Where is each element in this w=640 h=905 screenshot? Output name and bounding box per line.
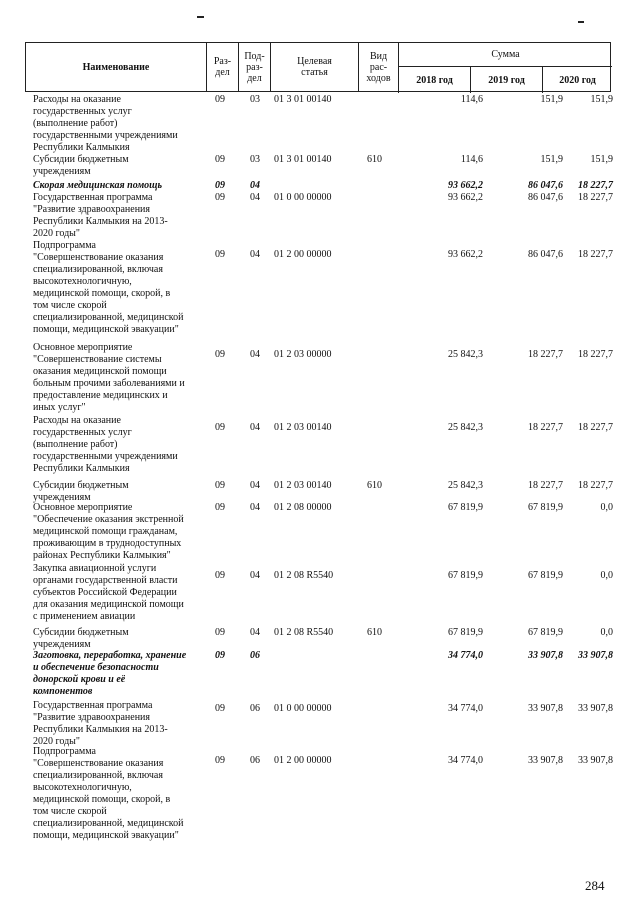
row-sum-2018: 67 819,9 — [448, 627, 483, 638]
row-name: Основное мероприятие "Обеспечение оказания экстренной медицинской помощи гражданам, проживающим в труднодоступных районах Республики Калмыкия" — [33, 502, 184, 561]
row-sum-2018: 67 819,9 — [448, 570, 483, 581]
row-razdel: 09 — [215, 650, 225, 661]
header-vid: Вид рас- ходов — [358, 43, 398, 91]
row-sum-2020: 0,0 — [600, 570, 613, 581]
row-podrazdel: 04 — [250, 349, 260, 360]
row-sum-2019: 33 907,8 — [528, 650, 563, 661]
row-sum-2020: 0,0 — [600, 627, 613, 638]
row-target: 01 2 03 00140 — [274, 422, 332, 433]
header-razdel: Раз- дел — [206, 43, 238, 91]
row-vid: 610 — [367, 627, 382, 638]
row-name: Скорая медицинская помощь — [33, 180, 163, 191]
row-razdel: 09 — [215, 94, 225, 105]
row-sum-2020: 33 907,8 — [578, 650, 613, 661]
row-sum-2018: 93 662,2 — [448, 180, 483, 191]
row-podrazdel: 04 — [250, 192, 260, 203]
row-podrazdel: 06 — [250, 650, 260, 661]
row-sum-2020: 151,9 — [590, 94, 613, 105]
header-year-2019: 2019 год — [470, 67, 542, 93]
row-target: 01 2 00 00000 — [274, 755, 332, 766]
row-razdel: 09 — [215, 154, 225, 165]
row-sum-2019: 33 907,8 — [528, 755, 563, 766]
row-sum-2019: 151,9 — [540, 154, 563, 165]
header-podrazdel: Под- раз- дел — [238, 43, 270, 91]
row-razdel: 09 — [215, 422, 225, 433]
row-podrazdel: 04 — [250, 422, 260, 433]
row-razdel: 09 — [215, 349, 225, 360]
row-podrazdel: 04 — [250, 570, 260, 581]
row-vid: 610 — [367, 154, 382, 165]
row-sum-2019: 151,9 — [540, 94, 563, 105]
row-sum-2018: 114,6 — [460, 94, 483, 105]
row-razdel: 09 — [215, 627, 225, 638]
row-podrazdel: 06 — [250, 755, 260, 766]
row-vid: 610 — [367, 480, 382, 491]
row-sum-2020: 33 907,8 — [578, 755, 613, 766]
row-target: 01 0 00 00000 — [274, 192, 332, 203]
row-sum-2019: 18 227,7 — [528, 480, 563, 491]
row-sum-2018: 25 842,3 — [448, 422, 483, 433]
row-podrazdel: 04 — [250, 627, 260, 638]
row-target: 01 2 03 00000 — [274, 349, 332, 360]
row-sum-2018: 67 819,9 — [448, 502, 483, 513]
row-podrazdel: 04 — [250, 502, 260, 513]
row-target: 01 2 08 R5540 — [274, 570, 334, 581]
row-sum-2020: 33 907,8 — [578, 703, 613, 714]
row-sum-2019: 33 907,8 — [528, 703, 563, 714]
row-sum-2019: 67 819,9 — [528, 627, 563, 638]
row-target: 01 2 08 00000 — [274, 502, 332, 513]
row-target: 01 0 00 00000 — [274, 703, 332, 714]
row-name: Расходы на оказание государственных услуг (выполнение работ) государственными учреждениями Республики Калмыкия — [33, 94, 178, 153]
scan-mark — [197, 16, 204, 18]
row-name: Государственная программа "Развитие здравоохранения Республики Калмыкия на 2013- 2020 годы" — [33, 700, 168, 747]
row-sum-2019: 86 047,6 — [528, 180, 563, 191]
row-razdel: 09 — [215, 480, 225, 491]
row-razdel: 09 — [215, 570, 225, 581]
row-sum-2020: 18 227,7 — [578, 180, 613, 191]
row-sum-2020: 18 227,7 — [578, 480, 613, 491]
row-razdel: 09 — [215, 703, 225, 714]
row-target: 01 3 01 00140 — [274, 154, 332, 165]
row-target: 01 2 03 00140 — [274, 480, 332, 491]
row-target: 01 2 08 R5540 — [274, 627, 334, 638]
row-name: Закупка авиационной услуги органами государственной власти субъектов Российской Федерации для оказания медицинской помощи с применением авиации — [33, 563, 184, 622]
row-razdel: 09 — [215, 502, 225, 513]
row-target: 01 3 01 00140 — [274, 94, 332, 105]
header-year-2020: 2020 год — [542, 67, 612, 93]
header-sum: Сумма — [398, 43, 612, 67]
row-podrazdel: 03 — [250, 154, 260, 165]
row-sum-2020: 18 227,7 — [578, 192, 613, 203]
row-sum-2018: 93 662,2 — [448, 192, 483, 203]
row-sum-2020: 151,9 — [590, 154, 613, 165]
row-sum-2020: 18 227,7 — [578, 349, 613, 360]
row-sum-2020: 0,0 — [600, 502, 613, 513]
row-name: Субсидии бюджетным учреждениям — [33, 480, 129, 503]
header-year-2018: 2018 год — [398, 67, 470, 93]
row-name: Субсидии бюджетным учреждениям — [33, 154, 129, 177]
row-podrazdel: 06 — [250, 703, 260, 714]
row-sum-2018: 34 774,0 — [448, 703, 483, 714]
row-podrazdel: 04 — [250, 249, 260, 260]
row-razdel: 09 — [215, 755, 225, 766]
row-sum-2020: 18 227,7 — [578, 249, 613, 260]
row-sum-2018: 25 842,3 — [448, 349, 483, 360]
header-target: Целевая статья — [270, 43, 358, 91]
row-sum-2019: 18 227,7 — [528, 422, 563, 433]
row-sum-2018: 25 842,3 — [448, 480, 483, 491]
row-sum-2018: 93 662,2 — [448, 249, 483, 260]
row-podrazdel: 03 — [250, 94, 260, 105]
row-razdel: 09 — [215, 180, 225, 191]
header-name: Наименование — [82, 61, 150, 73]
row-sum-2020: 18 227,7 — [578, 422, 613, 433]
row-razdel: 09 — [215, 249, 225, 260]
row-name: Подпрограмма "Совершенствование оказания специализированной, включая высокотехнологичную, медицинской помощи, скорой, в том числе скорой специализированной, медицинской помощи, медицинской эвакуации" — [33, 746, 184, 841]
row-name: Основное мероприятие "Совершенствование системы оказания медицинской помощи больным прочими заболеваниями и предоставление медицинских и иных услуг" — [33, 342, 185, 413]
row-name: Расходы на оказание государственных услуг (выполнение работ) государственными учреждениями Республики Калмыкия — [33, 415, 178, 474]
row-sum-2018: 114,6 — [460, 154, 483, 165]
table-header — [25, 42, 611, 92]
row-podrazdel: 04 — [250, 480, 260, 491]
row-sum-2019: 18 227,7 — [528, 349, 563, 360]
row-razdel: 09 — [215, 192, 225, 203]
row-name: Заготовка, переработка, хранение и обеспечение безопасности донорской крови и её компонентов — [33, 650, 187, 697]
row-name: Субсидии бюджетным учреждениям — [33, 627, 129, 650]
row-name: Государственная программа "Развитие здравоохранения Республики Калмыкия на 2013- 2020 годы" — [33, 192, 168, 239]
page-number: 284 — [585, 878, 605, 893]
row-sum-2018: 34 774,0 — [448, 755, 483, 766]
row-sum-2019: 67 819,9 — [528, 502, 563, 513]
row-sum-2019: 86 047,6 — [528, 192, 563, 203]
row-sum-2018: 34 774,0 — [448, 650, 483, 661]
row-podrazdel: 04 — [250, 180, 260, 191]
scan-mark — [578, 21, 584, 23]
row-sum-2019: 86 047,6 — [528, 249, 563, 260]
row-sum-2019: 67 819,9 — [528, 570, 563, 581]
row-name: Подпрограмма "Совершенствование оказания специализированной, включая высокотехнологичную, медицинской помощи, скорой, в том числе скорой специализированной, медицинской помощи, медицинской эвакуации" — [33, 240, 184, 335]
row-target: 01 2 00 00000 — [274, 249, 332, 260]
